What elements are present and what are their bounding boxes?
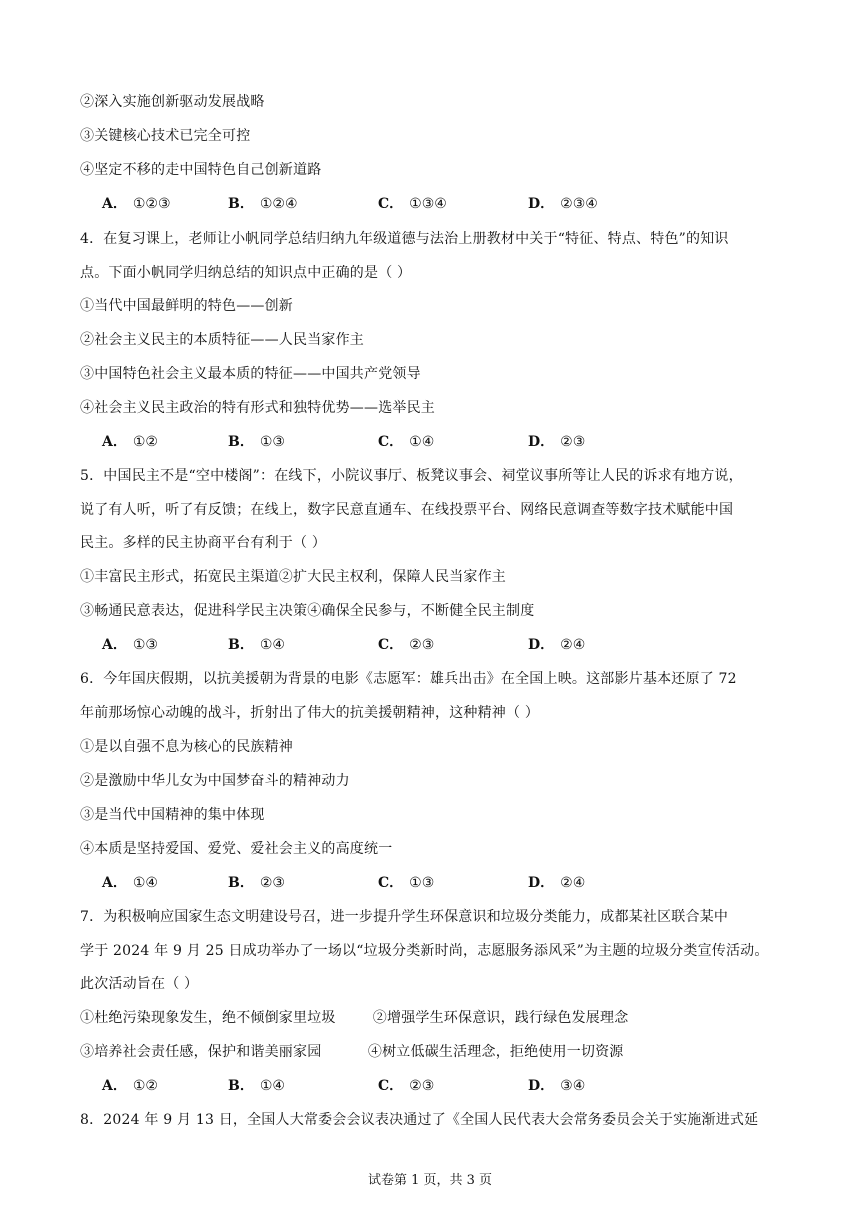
q6-stem-line-1: 6．今年国庆假期，以抗美援朝为背景的电影《志愿军：雄兵出击》在全国上映。这部影片基本还原了 72 [80, 671, 737, 687]
q3-item-2: ②深入实施创新驱动发展战略 [80, 94, 265, 110]
q4-option-d[interactable]: D． ②③ [528, 434, 586, 450]
q5-option-b[interactable]: B． ①④ [228, 637, 285, 653]
q6-item-2: ②是激励中华儿女为中国梦奋斗的精神动力 [80, 773, 350, 789]
q7-item-row-2: ③培养社会责任感，保护和谐美丽家园 ④树立低碳生活理念，拒绝使用一切资源 [80, 1044, 624, 1060]
q6-option-c[interactable]: C． ①③ [378, 875, 435, 891]
q6-option-b[interactable]: B． ②③ [228, 875, 285, 891]
q4-option-a[interactable]: A． ①② [102, 434, 158, 450]
q7-option-a[interactable]: A． ①② [102, 1078, 158, 1094]
q8-stem-line-1: 8．2024 年 9 月 13 日，全国人大常委会会议表决通过了《全国人民代表大会常务委员会关于实施渐进式延 [80, 1112, 759, 1128]
q3-item-3: ③关键核心技术已完全可控 [80, 128, 251, 144]
q4-option-c[interactable]: C． ①④ [378, 434, 435, 450]
q3-options [102, 193, 702, 213]
q5-item-2: ③畅通民意表达，促进科学民主决策④确保全民参与，不断健全民主制度 [80, 603, 535, 619]
q4-stem-line-2: 点。下面小帆同学归纳总结的知识点中正确的是（ ） [80, 265, 412, 281]
q6-stem-line-2: 年前那场惊心动魄的战斗，折射出了伟大的抗美援朝精神，这种精神（ ） [80, 705, 540, 721]
q5-option-c[interactable]: C． ②③ [378, 637, 435, 653]
q3-option-c[interactable]: C． ①③④ [378, 196, 447, 212]
q4-options [102, 431, 702, 451]
q6-item-4: ④本质是坚持爱国、爱党、爱社会主义的高度统一 [80, 841, 393, 857]
q4-option-b[interactable]: B． ①③ [228, 434, 285, 450]
q4-item-4: ④社会主义民主政治的特有形式和独特优势——选举民主 [80, 400, 435, 416]
q5-stem-line-2: 说了有人听，听了有反馈；在线上，数字民意直通车、在线投票平台、网络民意调查等数字技术赋能中国 [80, 502, 734, 518]
q6-option-a[interactable]: A． ①④ [102, 875, 158, 891]
q3-option-b[interactable]: B． ①②④ [228, 196, 298, 212]
q5-stem-line-1: 5．中国民主不是“空中楼阁”：在线下，小院议事厅、板凳议事会、祠堂议事所等让人民的诉求有地方说， [80, 468, 743, 484]
q7-options [102, 1075, 702, 1095]
q5-stem-line-3: 民主。多样的民主协商平台有利于（ ） [80, 535, 327, 551]
q6-options [102, 872, 702, 892]
q4-item-3: ③中国特色社会主义最本质的特征——中国共产党领导 [80, 366, 421, 382]
q7-option-c[interactable]: C． ②③ [378, 1078, 435, 1094]
q7-option-d[interactable]: D． ③④ [528, 1078, 586, 1094]
q3-option-a[interactable]: A． ①②③ [102, 196, 171, 212]
q3-item-4: ④坚定不移的走中国特色自己创新道路 [80, 162, 322, 178]
q3-option-d[interactable]: D． ②③④ [528, 196, 598, 212]
q7-option-b[interactable]: B． ①④ [228, 1078, 285, 1094]
q6-option-d[interactable]: D． ②④ [528, 875, 586, 891]
q7-stem-line-3: 此次活动旨在（ ） [80, 976, 199, 992]
q6-item-1: ①是以自强不息为核心的民族精神 [80, 739, 293, 755]
q7-item-row-1: ①杜绝污染现象发生，绝不倾倒家里垃圾 ②增强学生环保意识，践行绿色发展理念 [80, 1010, 629, 1026]
q4-stem-line-1: 4．在复习课上，老师让小帆同学总结归纳九年级道德与法治上册教材中关于“特征、特点、特色”的知识 [80, 231, 729, 247]
q7-stem-line-2: 学于 2024 年 9 月 25 日成功举办了一场以“垃圾分类新时尚，志愿服务添风采”为主题的垃圾分类宣传活动。 [80, 943, 769, 959]
q6-item-3: ③是当代中国精神的集中体现 [80, 807, 265, 823]
q4-item-2: ②社会主义民主的本质特征——人民当家作主 [80, 332, 364, 348]
q4-item-1: ①当代中国最鲜明的特色——创新 [80, 298, 293, 314]
q7-stem-line-1: 7．为积极响应国家生态文明建设号召，进一步提升学生环保意识和垃圾分类能力，成都某社区联合某中 [80, 909, 729, 925]
q5-item-1: ①丰富民主形式，拓宽民主渠道②扩大民主权利，保障人民当家作主 [80, 569, 506, 585]
q5-options [102, 634, 702, 654]
page-footer: 试卷第 1 页，共 3 页 [367, 1173, 493, 1188]
q5-option-d[interactable]: D． ②④ [528, 637, 586, 653]
q5-option-a[interactable]: A． ①③ [102, 637, 158, 653]
